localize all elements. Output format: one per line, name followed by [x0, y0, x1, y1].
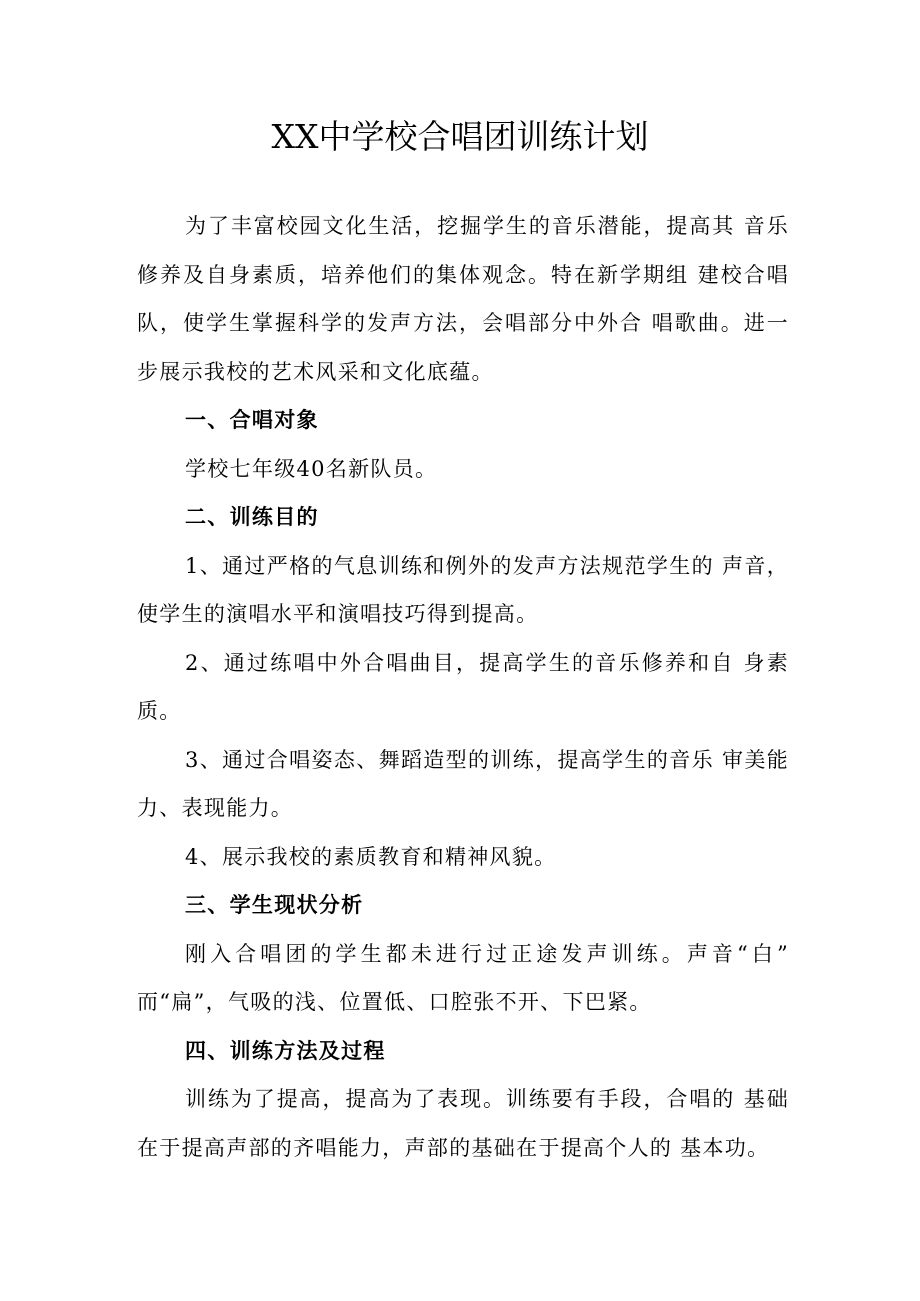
- section-1-paragraph: 学校七年级40名新队员。: [185, 456, 438, 481]
- section-heading-1: 一、合唱对象: [185, 407, 319, 432]
- section-3-paragraph: 刚入合唱团的学生都未进行过正途发声训练。声音“白” 而“扁”，气吸的浅、位置低、口腔张不开、下巴紧。: [137, 941, 789, 1014]
- intro-paragraph: 为了丰富校园文化生活，挖掘学生的音乐潜能，提高其 音乐修养及自身素质，培养他们的集体观念。特在新学期组 建校合唱队，使学生掌握科学的发声方法，会唱部分中外合 唱歌曲。进一步展示我校的艺术风采和文化底蕴。: [137, 214, 789, 384]
- goal-item-2: 2、通过练唱中外合唱曲目，提高学生的音乐修养和自 身素质。: [137, 650, 789, 723]
- section-4-paragraph: 训练为了提高，提高为了表现。训练要有手段，合唱的 基础在于提高声部的齐唱能力，声部的基础在于提高个人的 基本功。: [137, 1087, 789, 1160]
- section-heading-4: 四、训练方法及过程: [185, 1037, 386, 1063]
- goal-item-4: 4、展示我校的素质教育和精神风貌。: [185, 844, 557, 869]
- section-heading-3: 三、学生现状分析: [185, 892, 364, 917]
- goal-item-1: 1、通过严格的气息训练和例外的发声方法规范学生的 声音，使学生的演唱水平和演唱技巧得到提高。: [137, 553, 789, 626]
- document-title: XX中学校合唱团训练计划: [271, 117, 649, 156]
- document-body: [137, 202, 789, 1172]
- section-heading-2: 二、训练目的: [185, 504, 319, 529]
- goal-item-3: 3、通过合唱姿态、舞蹈造型的训练，提高学生的音乐 审美能力、表现能力。: [137, 747, 789, 820]
